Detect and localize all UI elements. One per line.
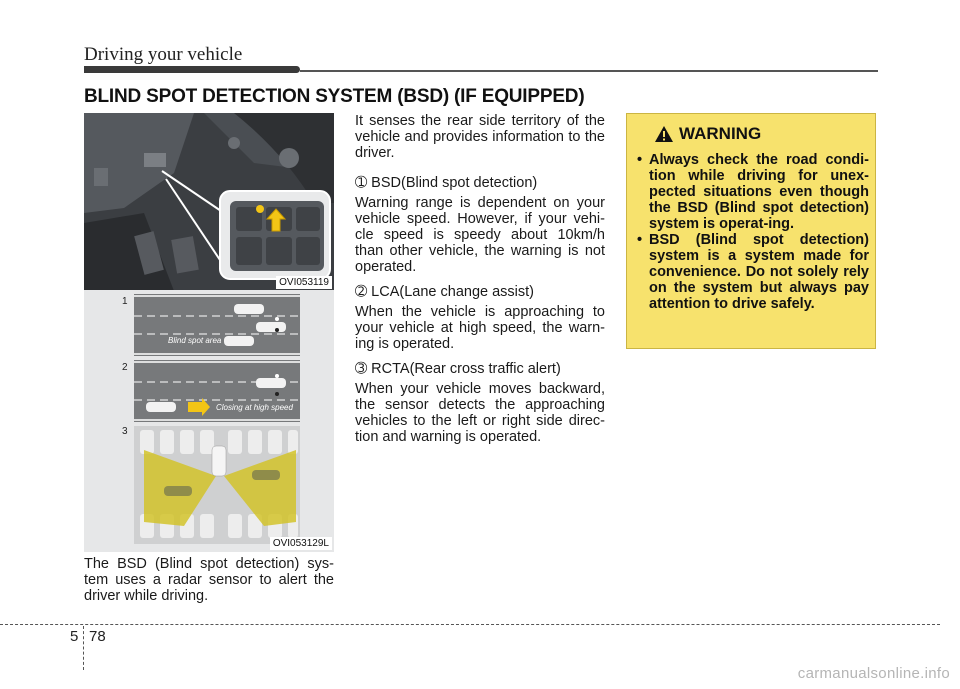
overview-paragraph: It senses the rear side territory of the vehicle and provides information to the driver. [355, 113, 605, 161]
warning-box [626, 113, 876, 349]
description-column [355, 113, 605, 454]
bsd-heading: ➀ BSD(Blind spot detection) [355, 175, 538, 191]
footer-vertical-rule [83, 626, 84, 670]
warning-list [637, 152, 869, 312]
diagram-number-2: 2 [122, 362, 128, 373]
bsd-diagram [84, 290, 334, 552]
page-chapter: 5 [70, 628, 79, 645]
header-rule [300, 70, 878, 72]
diagram-illustration [84, 290, 334, 552]
header-bar [84, 66, 300, 73]
intro-paragraph: The BSD (Blind spot detection) sys-tem uses a radar sensor to alert the driver while driving. [84, 556, 334, 604]
dashboard-illustration [84, 113, 334, 291]
dashboard-photo [84, 113, 334, 291]
image-label-diagram: OVI053129L [270, 537, 332, 550]
blind-spot-area-caption: Blind spot area [168, 336, 222, 345]
watermark: carmanualsonline.info [797, 665, 950, 682]
diagram-number-1: 1 [122, 296, 128, 307]
lca-heading: ➁ LCA(Lane change assist) [355, 284, 534, 300]
image-label-dash: OVI053119 [276, 276, 332, 289]
lca-paragraph: When the vehicle is approaching to your vehicle at high speed, the warn-ing is operated. [355, 304, 605, 352]
header-title: Driving your vehicle [84, 44, 243, 65]
warning-title: WARNING [679, 124, 762, 143]
rcta-heading: ➂ RCTA(Rear cross traffic alert) [355, 361, 561, 377]
warning-item: • Always check the road condi-tion while driving for unex-pected situations even though the BSD (Blind spot detection) system is operat-ing. [637, 152, 869, 232]
page-number: 78 [89, 628, 106, 645]
warning-header [655, 124, 761, 144]
diagram-number-3: 3 [122, 426, 128, 437]
closing-high-speed-caption: Closing at high speed [216, 403, 293, 412]
rcta-paragraph: When your vehicle moves backward, the sensor detects the approaching vehicles to the left or right side direc-tion and warning is operated. [355, 381, 605, 445]
section-title: BLIND SPOT DETECTION SYSTEM (BSD) (IF EQUIPPED) [84, 86, 585, 107]
bsd-paragraph: Warning range is dependent on your vehicle speed. However, if your vehi-cle speed is speedy about 10km/h than other vehicle, the warning is not operated. [355, 195, 605, 275]
footer-dashed-rule [0, 624, 940, 625]
warning-item: • BSD (Blind spot detection) system is a system made for convenience. Do not solely rely on the system but always pay attention to drive safely. [637, 232, 869, 312]
warning-triangle-icon [655, 126, 673, 142]
